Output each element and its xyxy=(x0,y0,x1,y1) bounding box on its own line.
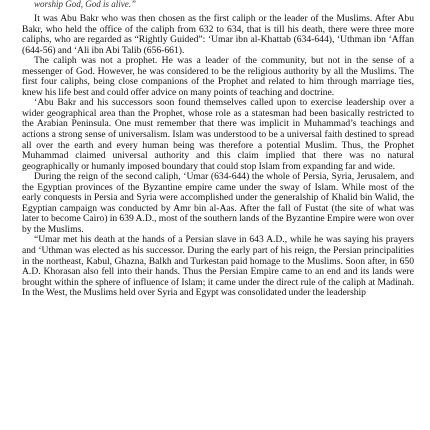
paragraph-2: The caliph was not a prophet. He was a leader of the community, but not in the sense of a messenger of God. However, he was considered to be the religious authority by all the Muslims. The first four caliphs, being close companions of the Prophet and related to him through marriage ties, knew his life best and could offer advice on many points of teaching and doctrine. xyxy=(22,55,414,98)
quote-fragment: worship God, God is alive.” xyxy=(34,0,137,9)
paragraph-1: It was Abu Bakr who was then chosen as the first caliph or the leader of the Muslims. After Abu Bakr, who held the office of the caliph from 632 to 634, that is till his death, there were three more caliphs, who are regarded as “Rightly Guided”: ‘Umar ibn al-Khattab (634-644), ‘Uthman ibn ‘Affan (644-56) and ‘Ali ibn Abi Talib (656-661). xyxy=(22,13,414,56)
paragraph-4: During the reign of the second caliph, ‘Umar (634-644) the whole of Persia, Syria, Jerusalem, and the Egyptian provinces of the Byzantine empire came under the sway of Islam. While most of the early conquests in Persia and Syria were accomplished under the generalship of Khalid bin Walid, the Egyptian campaign was conducted by Amr bin al-Aas. After the fall of Fustat (the site of what was later to become Cairo) in 639 A.D., most of the southern lands of the Byzantine Empire were won over by the Muslims. xyxy=(22,171,414,235)
paragraph-5: “Umar met his death at the hands of a Persian slave in 643 A.D., while he was saying his prayers and ‘Uthman was elected as his successor. During the early part of his reign, the Persian principalities in the northeast, Kabul, Ghazna, Balkh and Turkestan paid homage to the Muslims. Soon after, in 650 A.D. Khorasan also fell into their hands. Thus the Persian Empire came to an end and its lands were brought within the sphere of influence of Islam; it came under the direct rule of the caliph at Madinah. In the West, the Muslims held over Syria and Egypt was consolidated under the leadership xyxy=(22,234,414,299)
paragraph-3: ‘Abu Bakr and his successors soon found themselves called upon to exercise leadership over a wider geographical area than the Prophet, whose role as a statesman had been basically restricted to the Arabian Peninsula. One must remember that there was implicit in Muhammad’s teachings and actions a strong sense of universalism. Islam was understood to be a universal faith destined to spread all over the earth and every human being was therefore a potential Muslim. Thus, the Prophet Muhammad claimed universal authority and this claim implied that there was no natural geographically or humanly imposed boundary that could stop Islam from expanding far and wide. xyxy=(22,97,414,172)
